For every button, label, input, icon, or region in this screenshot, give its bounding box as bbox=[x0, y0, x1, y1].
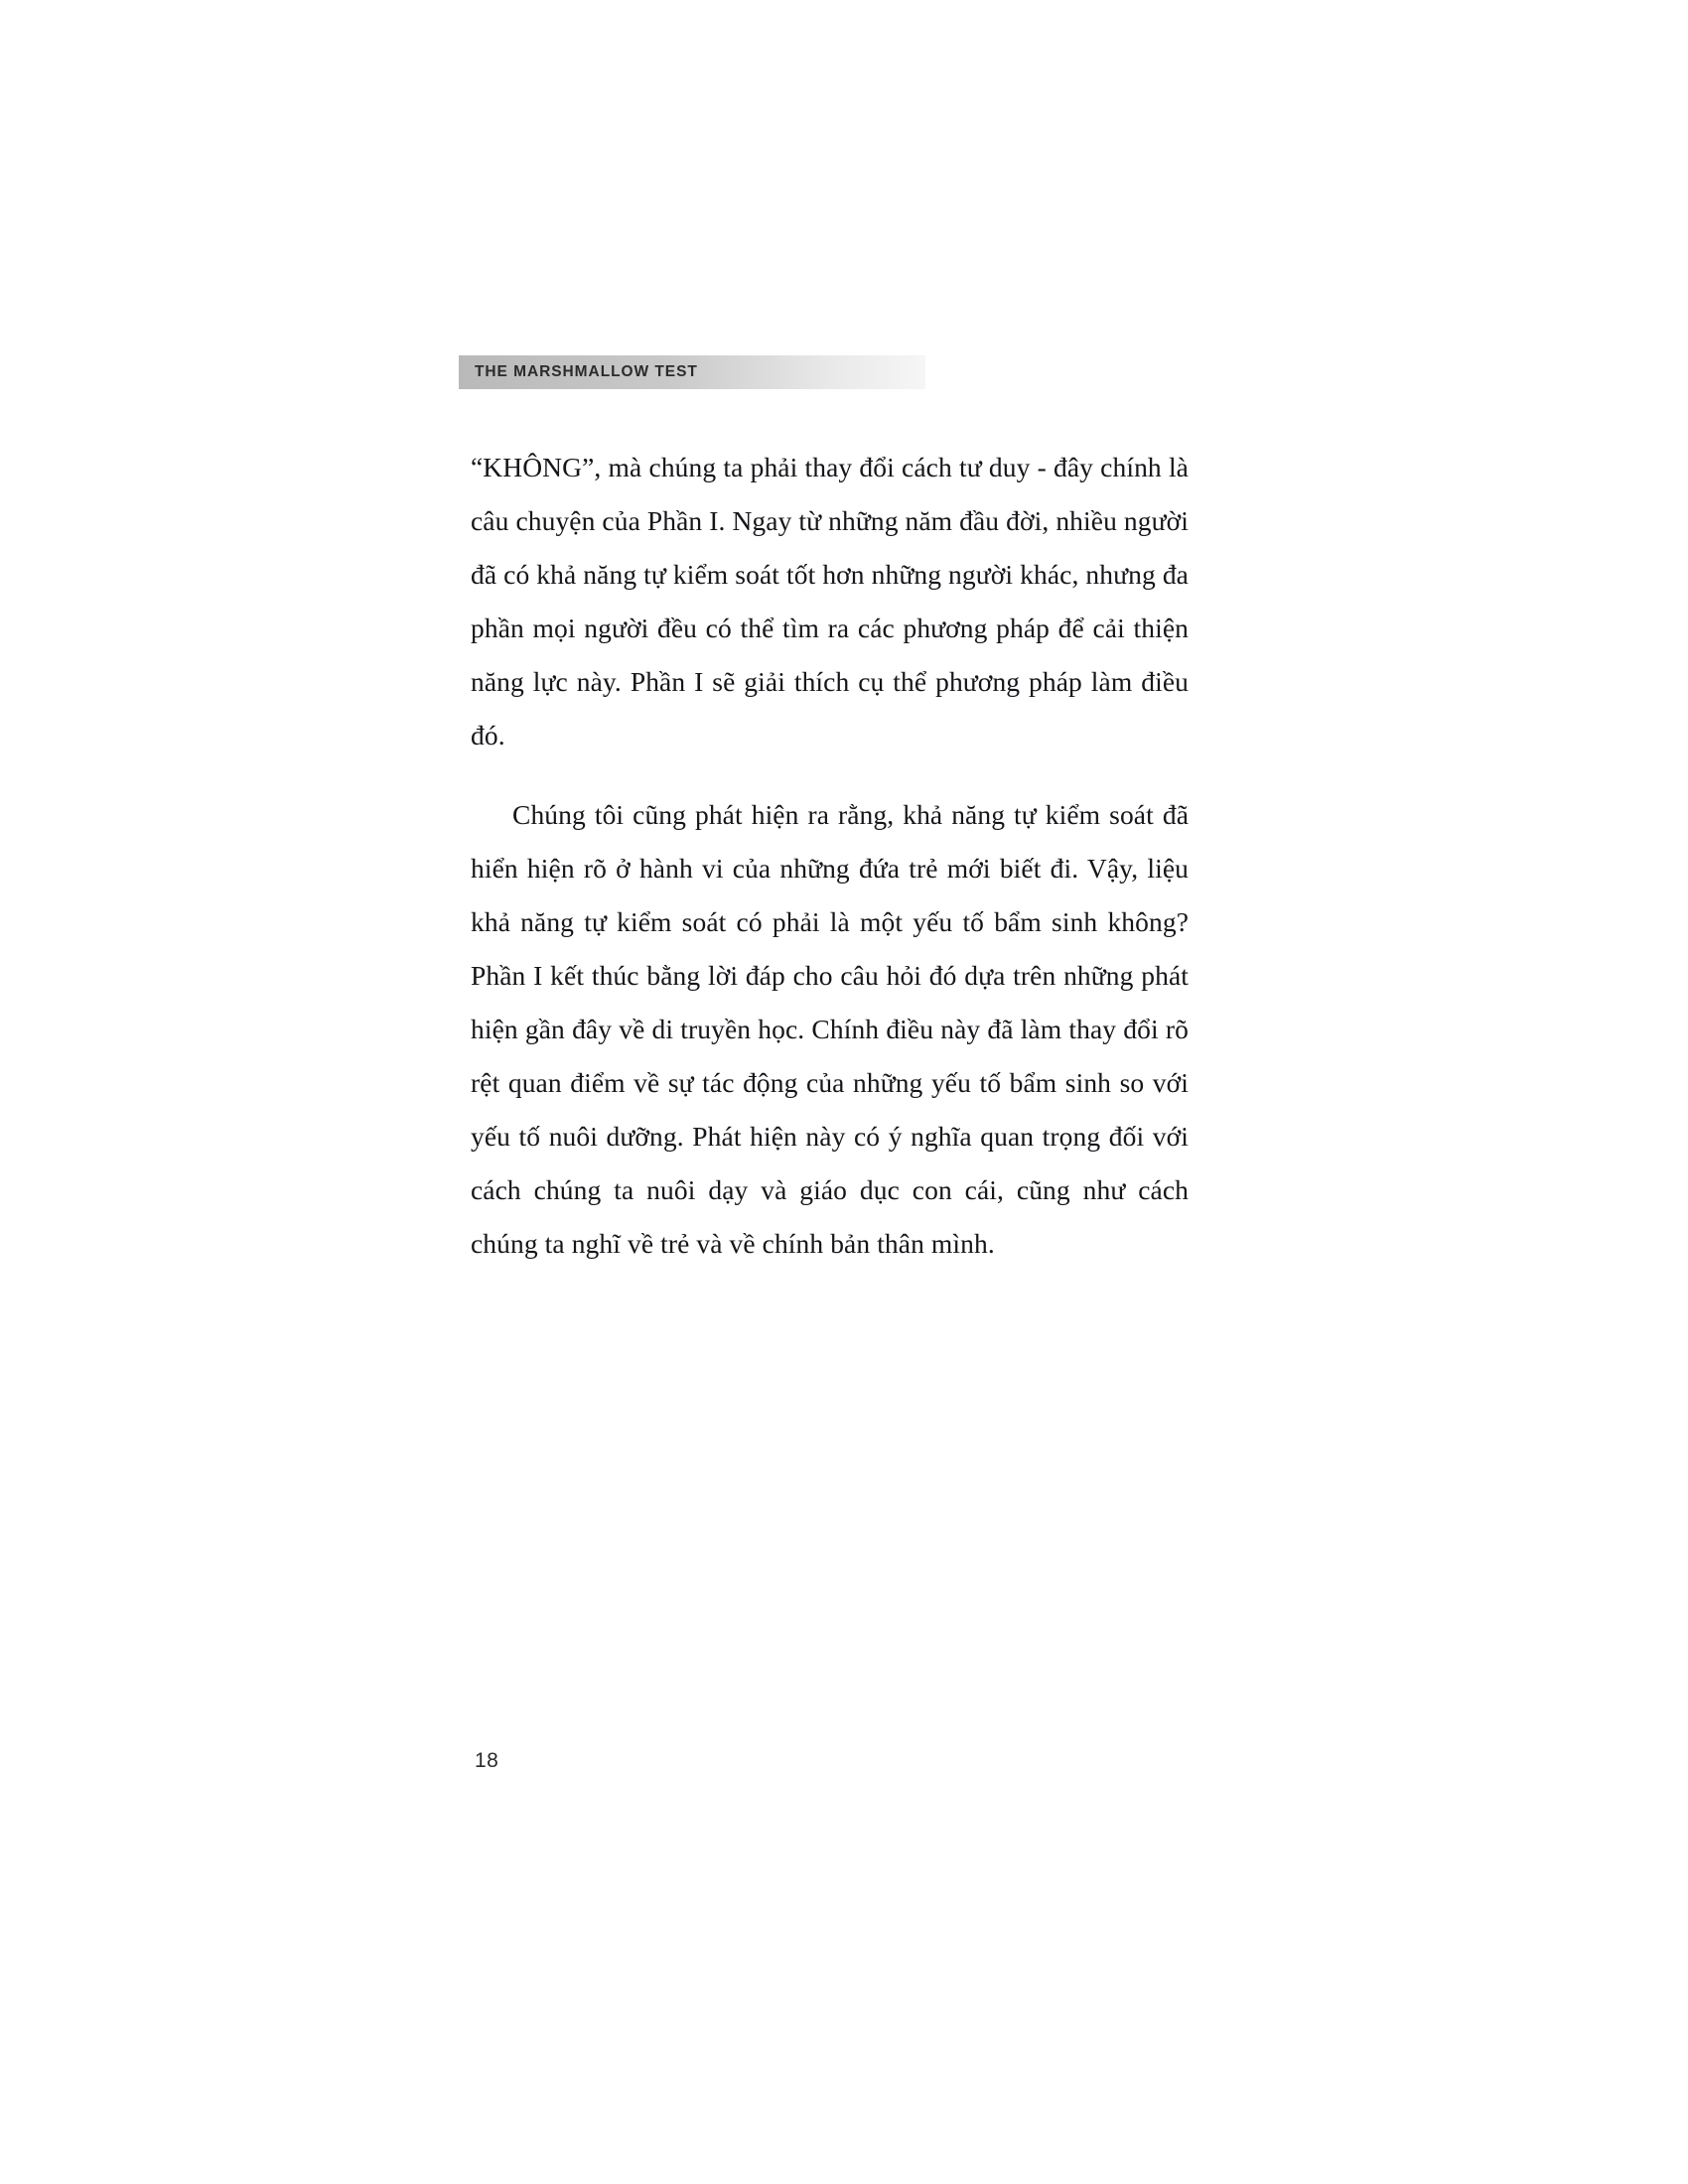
running-head-banner bbox=[459, 355, 925, 389]
paragraph-1: “KHÔNG”, mà chúng ta phải thay đổi cách tư duy - đây chính là câu chuyện của Phần I. Ngay từ những năm đầu đời, nhiều người đã có khả năng tự kiểm soát tốt hơn những người khác, nhưng đa phần mọi người đều có thể tìm ra các phương pháp để cải thiện năng lực này. Phần I sẽ giải thích cụ thể phương pháp làm điều đó. bbox=[471, 452, 1189, 751]
paragraph-2: Chúng tôi cũng phát hiện ra rằng, khả năng tự kiểm soát đã hiển hiện rõ ở hành vi của những đứa trẻ mới biết đi. Vậy, liệu khả năng tự kiểm soát có phải là một yếu tố bẩm sinh không? Phần I kết thúc bằng lời đáp cho câu hỏi đó dựa trên những phát hiện gần đây về di truyền học. Chính điều này đã làm thay đổi rõ rệt quan điểm về sự tác động của những yếu tố bẩm sinh so với yếu tố nuôi dưỡng. Phát hiện này có ý nghĩa quan trọng đối với cách chúng ta nuôi dạy và giáo dục con cái, cũng như cách chúng ta nghĩ về trẻ và về chính bản thân mình. bbox=[471, 799, 1189, 1259]
page-number: 18 bbox=[475, 1749, 499, 1772]
running-head-text: THE MARSHMALLOW TEST bbox=[475, 363, 698, 380]
body-text-column bbox=[471, 441, 1189, 1271]
